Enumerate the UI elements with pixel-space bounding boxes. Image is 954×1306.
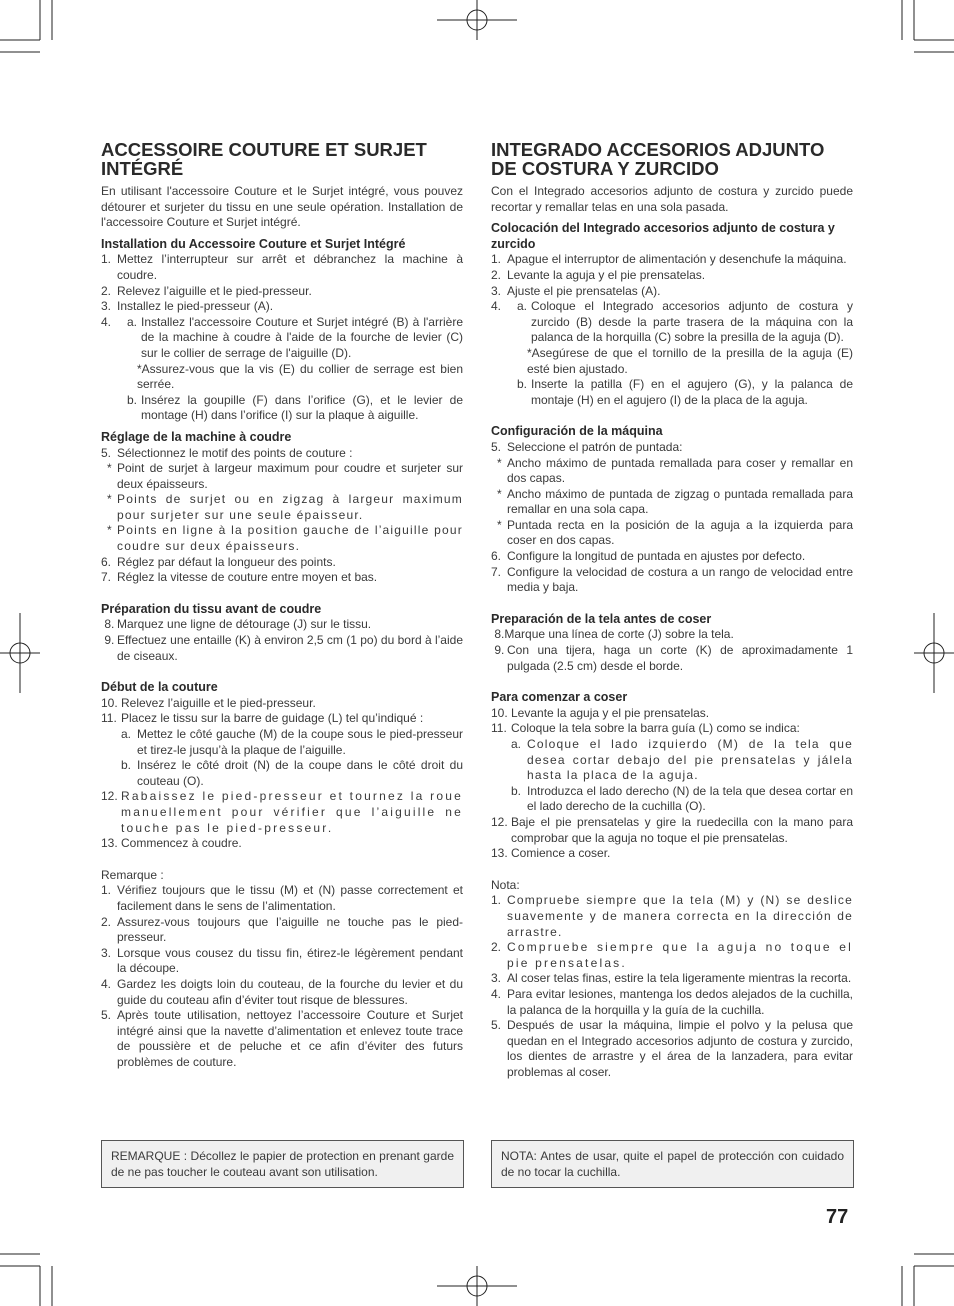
list-item: 2. Levante la aguja y el pie prensatelas. xyxy=(491,267,706,282)
section-title: INTEGRADO ACCESORIOS ADJUNTO DE COSTURA Y ZURCIDO xyxy=(491,139,825,179)
list-item: 6. Réglez par défaut la longueur des points. xyxy=(101,554,336,569)
list-item: 7. Configure la velocidad de costura a un rango de velocidad entre media y baja. xyxy=(491,564,853,595)
list-item: 11. Placez le tissu sur la barre de guidage (L) tel qu’indiqué : xyxy=(101,711,424,726)
french-column xyxy=(101,140,463,1070)
list-item: 3. Installez le pied-presseur (A). xyxy=(101,299,274,314)
settings-heading: Réglage de la machine à coudre xyxy=(101,429,292,444)
sub-item: b. Introduzca el lado derecho (N) de la tela que desea cortar en el lado derecho de la cuchilla (O). xyxy=(511,783,853,814)
list-item: 5. Seleccione el patrón de puntada: xyxy=(491,439,683,454)
list-item: 3. Ajuste el pie prensatelas (A). xyxy=(491,283,661,298)
bullet-item: * Ancho máximo de puntada remallada para coser y remallar en dos capas. xyxy=(497,455,853,486)
install-heading: Colocación del Integrado accesorios adjunto de costura y zurcido xyxy=(491,221,835,251)
list-item: 12. Baje el pie prensatelas y gire la ruedecilla con la mano para comprobar que la aguja no toque el pie prensatelas. xyxy=(491,814,853,845)
list-item: 2. Assurez-vous toujours que l’aiguille ne touche pas le pied-presseur. xyxy=(101,914,463,945)
intro-text: En utilisant l'accessoire Couture et le Surjet intégré, vous pouvez détourer et surjeter du tissu en une seule opération. Installation de l'accessoire Couture et Surjet intégré. xyxy=(101,184,463,230)
list-item: 4. Para evitar lesiones, mantenga los dedos alejados de la cuchilla, la palanca de la horquilla y la guía de la cuchilla. xyxy=(491,986,853,1017)
list-item: 9. Effectuez une entaille (K) à environ 2,5 cm (1 po) du bord à l’aide de ciseaux. xyxy=(104,633,463,663)
sub-item: b. Insérez le côté droit (N) de la coupe dans le côté droit du couteau (O). xyxy=(121,758,463,788)
settings-heading: Configuración de la máquina xyxy=(491,424,663,439)
list-item: 11. Coloque la tela sobre la barra guía (L) como se indica: xyxy=(491,721,800,736)
list-item: 1. Vérifiez toujours que le tissu (M) et (N) passe correctement et facilement dans le sens de l’alimentation. xyxy=(101,883,463,913)
list-item: 1. Mettez l’interrupteur sur arrêt et débranchez la machine à coudre. xyxy=(101,252,463,282)
bullet-item: * Points de surjet ou en zigzag à largeur maximum pour surjeter sur une seule épaisseur. xyxy=(107,492,463,522)
list-item: 4. Gardez les doigts loin du couteau, de la fourche du levier et du guide du couteau afin d’éviter tout risque de blessures. xyxy=(101,976,463,1007)
sub-item: a. Coloque el lado izquierdo (M) de la tela que desea cortar debajo del pie prensatelas y jálela hasta la placa de la aguja. xyxy=(511,737,853,783)
list-item: 7. Réglez la vitesse de couture entre moyen et bas. xyxy=(101,570,378,585)
list-item: 1. Apague el interruptor de alimentación y desenchufe la máquina. xyxy=(491,252,847,267)
section-title: ACCESSOIRE COUTURE ET SURJET INTÉGRÉ xyxy=(101,139,427,179)
list-item: 3. Lorsque vous cousez du tissu fin, étirez-le légèrement pendant la découpe. xyxy=(101,945,463,976)
list-item: 5. Après toute utilisation, nettoyez l’accessoire Couture et Surjet intégré ainsi que la navette d’alimentation et enlevez toute trace de poussière et de peluche et ce afin d’éviter des futurs problèmes de couture. xyxy=(101,1008,463,1069)
note-box: NOTA: Antes de usar, quite el papel de protección con cuidado de no tocar la cuchilla. xyxy=(491,1140,854,1188)
remarks-label: Nota: xyxy=(491,877,520,892)
step4b-text: Insérez la goupille (F) dans l’orifice (G), et le levier de montage (H) dans l’orifice (I) sur la plaque à aiguille. xyxy=(141,392,463,423)
spanish-column xyxy=(491,140,853,1080)
list-item: 5. Después de usar la máquina, limpie el polvo y la pelusa que quedan en el Integrado accesorios adjunto de costura y zurcido, los dientes de arrastre y el área de la lanzadera, para evitar problemas al coser. xyxy=(491,1018,853,1079)
intro-text: Con el Integrado accesorios adjunto de costura y zurcido puede recortar y remallar telas en una sola pasada. xyxy=(491,184,853,214)
page-number: 77 xyxy=(826,1206,849,1228)
prep-heading: Préparation du tissu avant de coudre xyxy=(101,601,322,616)
list-item: 8. Marque una línea de corte (J) sobre la tela. xyxy=(494,627,734,642)
list-item: 13. Commencez à coudre. xyxy=(101,836,242,851)
list-item: 3. Al coser telas finas, estire la tela ligeramente mientras la recorta. xyxy=(491,971,852,986)
list-item: 6. Configure la longitud de puntada en ajustes por defecto. xyxy=(491,549,806,564)
list-item: 4. a. Installez l'accessoire Couture et Surjet intégré (B) à l'arrière de la machine à coudre à l'aide de la fourche de levier (C) sur le collier de serrage de l'aiguille (D). *Assurez-vous que la vis (E) du collier de serrage est bien serrée. b. Insérez la goupille (F) dans l’orifice (G), et le levier de montage (H) dans l’orifice (I) sur la plaque à aiguille. xyxy=(101,314,463,423)
bullet-item: * Point de surjet à largeur maximum pour coudre et surjeter sur deux épaisseurs. xyxy=(107,461,463,491)
list-item: 4. a. Coloque el Integrado accesorios adjunto de costura y zurcido (B) desde la parte trasera de la máquina con la palanca de la horquilla (C) sobre la presilla de la aguja (D). *Asegúrese de que el tornillo de la presilla de la aguja (E) esté bien ajustado. b. Inserte la patilla (F) en el agujero (G), y la palanca de montaje (H) en el agujero (I) de la placa de la aguja. xyxy=(491,299,853,407)
sub-item: a. Mettez le côté gauche (M) de la coupe sous le pied-presseur et tirez-le jusqu’à la plaque de l’aiguille. xyxy=(121,727,463,757)
bullet-item: * Ancho máximo de puntada de zigzag o puntada remallada para remallar en una sola capa. xyxy=(497,486,853,517)
list-item: 1. Compruebe siempre que la tela (M) y (N) se deslice suavemente y de manera correcta en la dirección de arrastre. xyxy=(491,893,853,939)
list-item: 2. Relevez l’aiguille et le pied-presseur. xyxy=(101,283,312,298)
bullet-item: * Puntada recta en la posición de la aguja a la izquierda para coser en dos capas. xyxy=(497,517,853,548)
prep-heading: Preparación de la tela antes de coser xyxy=(491,611,712,626)
list-item: 9. Con una tijera, haga un corte (K) de aproximadamente 1 pulgada (2.5 cm) desde el borde. xyxy=(494,643,853,673)
remark-box: REMARQUE : Décollez le papier de protection en prenant garde de ne pas toucher le couteau avant son utilisation. xyxy=(101,1140,464,1188)
remarks-label: Remarque : xyxy=(101,867,164,882)
bullet-item: * Points en ligne à la position gauche de l’aiguille pour coudre sur deux épaisseurs. xyxy=(107,523,463,554)
list-item: 5. Sélectionnez le motif des points de couture : xyxy=(101,445,353,460)
start-heading: Début de la couture xyxy=(101,680,218,695)
list-item: 2. Compruebe siempre que la aguja no toque el pie prensatelas. xyxy=(491,940,853,970)
list-item: 10. Relevez l’aiguille et le pied-presseur. xyxy=(101,695,316,710)
step4b-text: Inserte la patilla (F) en el agujero (G), y la palanca de montaje (H) en el agujero (I) de la placa de la aguja. xyxy=(531,377,853,407)
step4a-note: *Assurez-vous que la vis (E) du collier de serrage est bien serrée. xyxy=(137,361,463,392)
start-heading: Para comenzar a coser xyxy=(491,690,628,705)
list-item: 8. Marquez une ligne de détourage (J) sur le tissu. xyxy=(104,617,372,632)
step4a-note: *Asegúrese de que el tornillo de la presilla de la aguja (E) esté bien ajustado. xyxy=(527,345,853,376)
step4a-text: Installez l'accessoire Couture et Surjet intégré (B) à l'arrière de la machine à coudre à l'aide de la fourche de levier (C) sur le collier de serrage de l'aiguille (D). xyxy=(141,314,463,360)
list-item: 13. Comience a coser. xyxy=(491,846,611,861)
list-item: 10. Levante la aguja y el pie prensatelas. xyxy=(491,705,710,720)
list-item: 12. Rabaissez le pied-presseur et tournez la roue manuellement pour vérifier que l’aiguille ne touche pas le pied-presseur. xyxy=(101,789,463,835)
step4a-text: Coloque el Integrado accesorios adjunto de costura y zurcido (B) desde la parte trasera de la máquina con la palanca de la horquilla (C) sobre la presilla de la aguja (D). xyxy=(531,299,853,345)
install-heading: Installation du Accessoire Couture et Surjet Intégré xyxy=(101,236,406,251)
